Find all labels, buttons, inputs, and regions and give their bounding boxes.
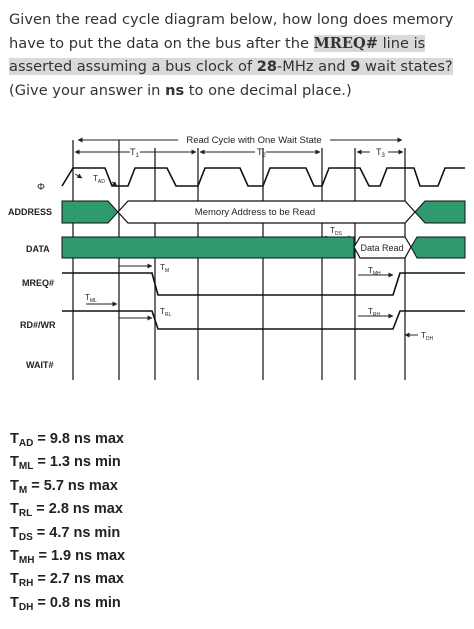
period-t1: $T_1$ [130,147,139,159]
signal-phi: Φ [37,182,45,193]
address-label: Memory Address to be Read [194,207,316,218]
param-tds: $T_{DS} = 4.7$ ns min [10,524,121,543]
timing-parameters [10,428,125,615]
signal-mreq: MREQ# [22,278,55,288]
answer-unit: ns [165,81,185,99]
question-part2: (Give your answer in [9,81,166,99]
signal-data: DATA [26,244,50,254]
trh-label: $T_{RH}$ [368,307,381,318]
question-hl-text3: wait states? [360,58,453,75]
question-part1: Given the read cycle diagram below, how long does memory have to put the data on the bus after the [9,11,454,52]
period-t3: $T_3$ [376,147,385,159]
tad-label: $T_{AD}$ [93,174,105,185]
param-tdh: $T_{DH} = 0.8$ ns min [10,594,121,613]
tmh-label: $T_{MH}$ [368,266,381,277]
tm-label: $T_M$ [160,263,170,274]
question-hl-text: line is asserted assuming a bus clock of [9,34,426,75]
question-text [9,8,469,102]
param-trl: $T_{RL} = 2.8$ ns max [10,501,123,520]
signal-rdwr: RD#/WR [20,320,56,330]
wait-states: 9 [350,58,361,75]
question-hl-text2: -MHz and [277,58,351,75]
question-part3: to one decimal place.) [184,81,352,99]
period-t2: $T_2$ [257,147,266,159]
clock-grid [73,140,405,380]
signal-address: ADDRESS [8,207,53,217]
clock-freq: 28 [256,58,278,75]
tdh-label: $T_{DH}$ [421,331,434,342]
mreq-code: MREQ# [313,34,378,52]
param-tmh: $T_{MH} = 1.9$ ns max [10,547,126,566]
param-tad: $T_{AD} = 9.8$ ns max [10,431,124,449]
tds-label: $T_{DS}$ [330,226,342,237]
param-tm: $T_M = 5.7$ ns max [10,477,118,496]
data-read-label: Data Read [360,243,404,253]
tml-label: $T_{ML}$ [85,293,97,304]
param-trh: $T_{RH} = 2.7$ ns max [10,571,124,590]
timing-diagram [0,128,474,388]
signal-wait: WAIT# [26,360,54,370]
param-tml: $T_{ML} = 1.3$ ns min [10,454,121,473]
trl-label: $T_{RL}$ [160,307,172,318]
diagram-title: Read Cycle with One Wait State [186,135,322,146]
